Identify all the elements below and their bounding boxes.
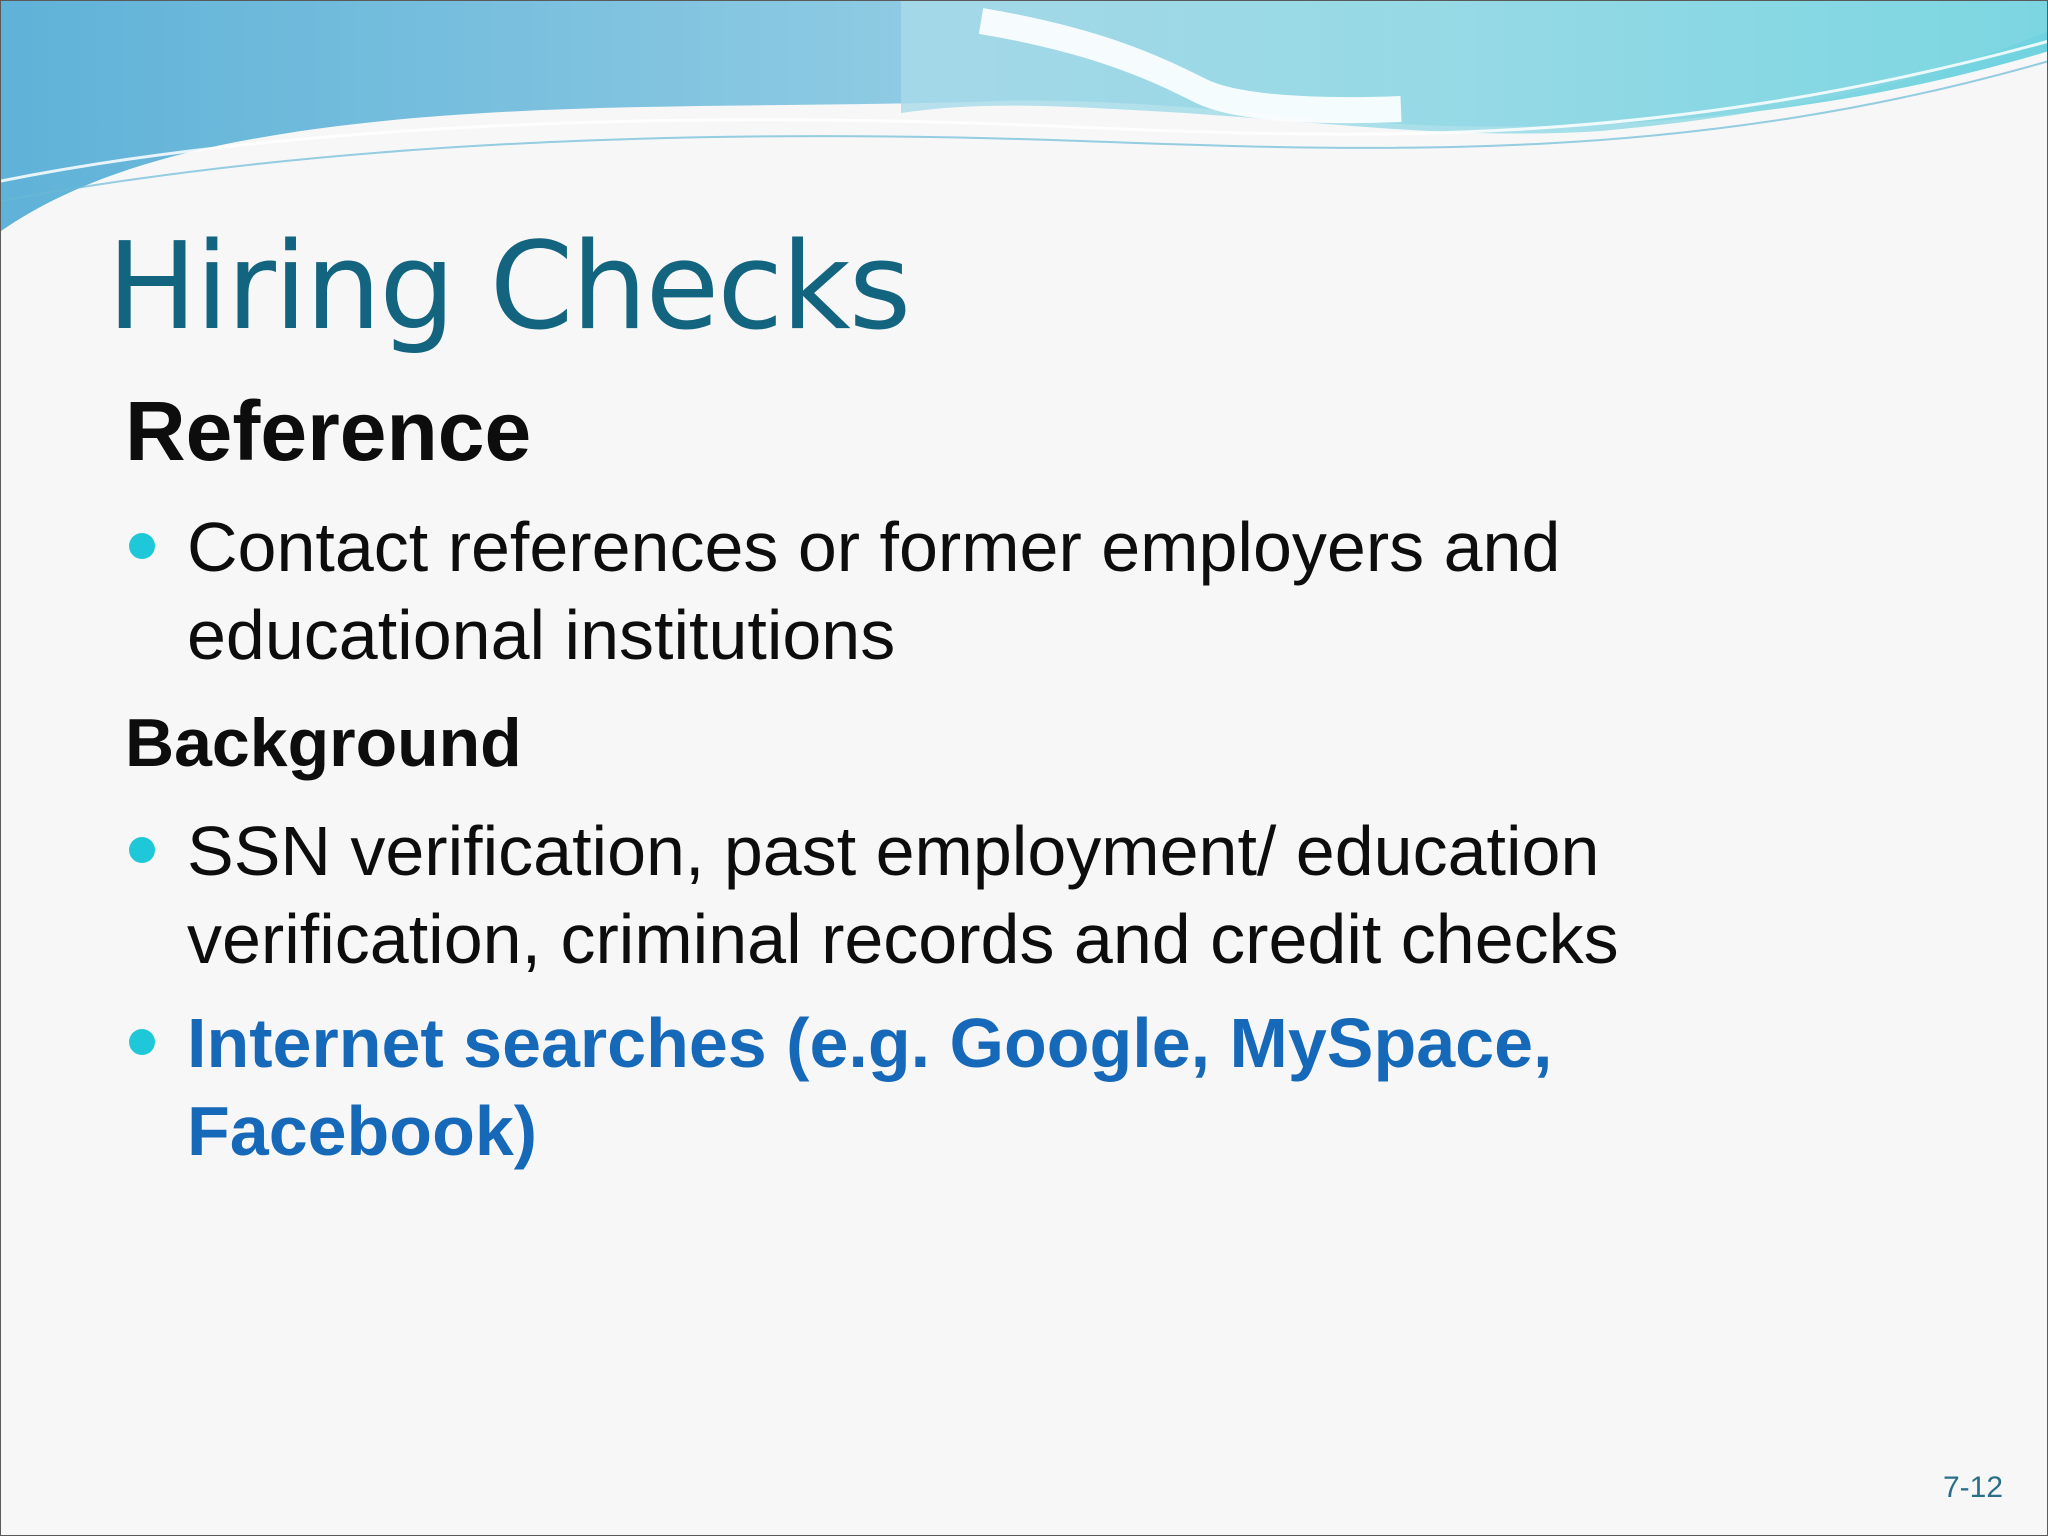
bullet-text: [187, 807, 1619, 983]
bullet-item-emphasis: [129, 999, 1729, 1175]
bullet-line: Internet searches (e.g. Google, MySpace,: [187, 1004, 1553, 1082]
bullet-line: Contact references or former employers and: [187, 508, 1561, 586]
slide-title: Hiring Checks: [107, 218, 910, 357]
bullet-dot-icon: [129, 533, 155, 559]
bullet-dot-icon: [129, 837, 155, 863]
section-heading-background: Background: [125, 705, 522, 781]
bullet-line: educational institutions: [187, 596, 896, 674]
bullet-line: verification, criminal records and credit checks: [187, 900, 1619, 978]
bullet-line: SSN verification, past employment/ education: [187, 812, 1600, 890]
bullet-item: [129, 503, 1729, 679]
bullet-text: [187, 503, 1560, 679]
bullet-dot-icon: [129, 1029, 155, 1055]
slide-number: 7-12: [1942, 1471, 2003, 1504]
bullet-line: Facebook): [187, 1092, 538, 1170]
section-heading-reference: Reference: [125, 384, 532, 478]
bullet-item: [129, 807, 1729, 983]
bullet-text: [187, 999, 1552, 1175]
